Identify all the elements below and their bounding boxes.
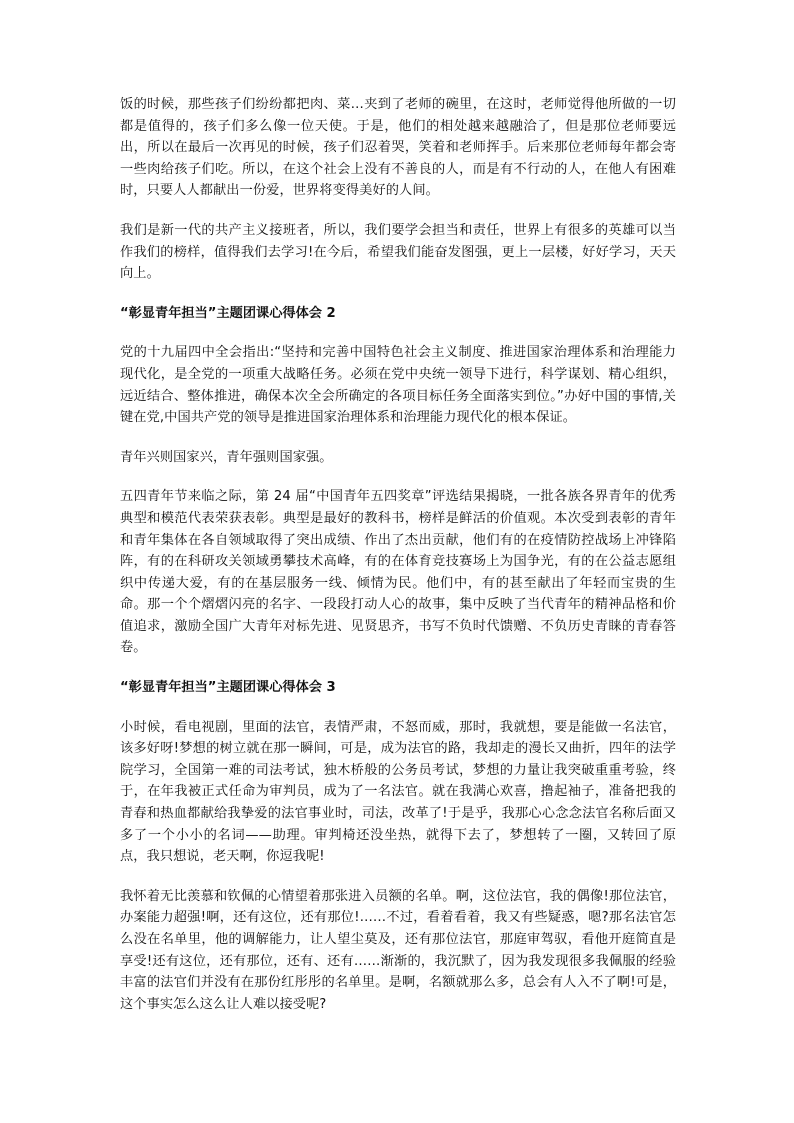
paragraph: 我们是新一代的共产主义接班者，所以，我们要学会担当和责任，世界上有很多的英雄可以当作我们的榜样，值得我们去学习!在今后，希望我们能奋发图强，更上一层楼，好好学习，天天向上。	[120, 222, 676, 282]
section-heading: “彰显青年担当”主题团课心得体会 3	[120, 680, 336, 696]
document-page	[120, 94, 676, 1033]
paragraph: 我怀着无比羡慕和钦佩的心情望着那张进入员额的名单。啊，这位法官，我的偶像!那位法官，办案能力超强!啊，还有这位，还有那位!……不过，看着看着，我又有些疑惑，嗯?那名法官怎么没在名单里，他的调解能力，让人望尘莫及，还有那位法官，那庭审驾驭，看他开庭简直是享受!还有这位，还有那位，还有、还有……渐渐的，我沉默了，因为我发现很多我佩服的经验丰富的法官们并没有在那份红彤彤的名单里。是啊，名额就那么多，总会有人入不了啊!可是，这个事实怎么这么让人难以接受呢?	[120, 888, 676, 1012]
paragraph: 党的十九届四中全会指出:“坚持和完善中国特色社会主义制度、推进国家治理体系和治理能力现代化，是全党的一项重大战略任务。必须在党中央统一领导下进行，科学谋划、精心组织，远近结合、整体推进，确保本次全会所确定的各项目标任务全面落实到位。”办好中国的事情,关键在党,中国共产党的领导是推进国家治理体系和治理能力现代化的根本保证。	[120, 345, 676, 426]
paragraph: 青年兴则国家兴，青年强则国家强。	[120, 449, 333, 465]
paragraph: 小时候，看电视剧，里面的法官，表情严肃，不怒而威，那时，我就想，要是能做一名法官，该多好呀!梦想的树立就在那一瞬间，可是，成为法官的路，我却走的漫长又曲折，四年的法学院学习，全国第一难的司法考试，独木桥般的公务员考试，梦想的力量让我突破重重考验，终于，在年我被正式任命为审判员，成为了一名法官。就在我满心欢喜，撸起袖子，准备把我的青春和热血都献给我挚爱的法官事业时，司法，改革了!于是乎，我那心心念念法官名称后面又多了一个小小的名词——助理。审判椅还没坐热，就得下去了，梦想转了一圈，又转回了原点，我只想说，老天啊，你逗我呢!	[120, 719, 676, 865]
paragraph: 饭的时候，那些孩子们纷纷都把肉、菜…夹到了老师的碗里，在这时，老师觉得他所做的一切都是值得的，孩子们多么像一位天使。于是，他们的相处越来越融洽了，但是那位老师要远出，所以在最后一次再见的时候，孩子们忍着哭，笑着和老师挥手。后来那位老师每年都会寄一些肉给孩子们吃。所以，在这个社会上没有不善良的人，而是有不行动的人，在他人有困难时，只要人人都献出一份爱，世界将变得美好的人间。	[120, 97, 676, 199]
paragraph: 五四青年节来临之际，第 24 届“中国青年五四奖章”评选结果揭晓，一批各族各界青年的优秀典型和模范代表荣获表彰。典型是最好的教科书，榜样是鲜活的价值观。本次受到表彰的青年和青年集体在各自领域取得了突出成绩、作出了杰出贡献，他们有的在疫情防控战场上冲锋陷阵，有的在科研攻关领域勇攀技术高峰，有的在体育竞技赛场上为国争光，有的在公益志愿组织中传递大爱，有的在基层服务一线、倾情为民。他们中，有的甚至献出了年轻而宝贵的生命。那一个个熠熠闪亮的名字、一段段打动人心的故事，集中反映了当代青年的精神品格和价值追求，激励全国广大青年对标先进、见贤思齐，书写不负时代馈赠、不负历史青睐的青春答卷。	[120, 489, 676, 656]
section-heading: “彰显青年担当”主题团课心得体会 2	[120, 305, 336, 321]
